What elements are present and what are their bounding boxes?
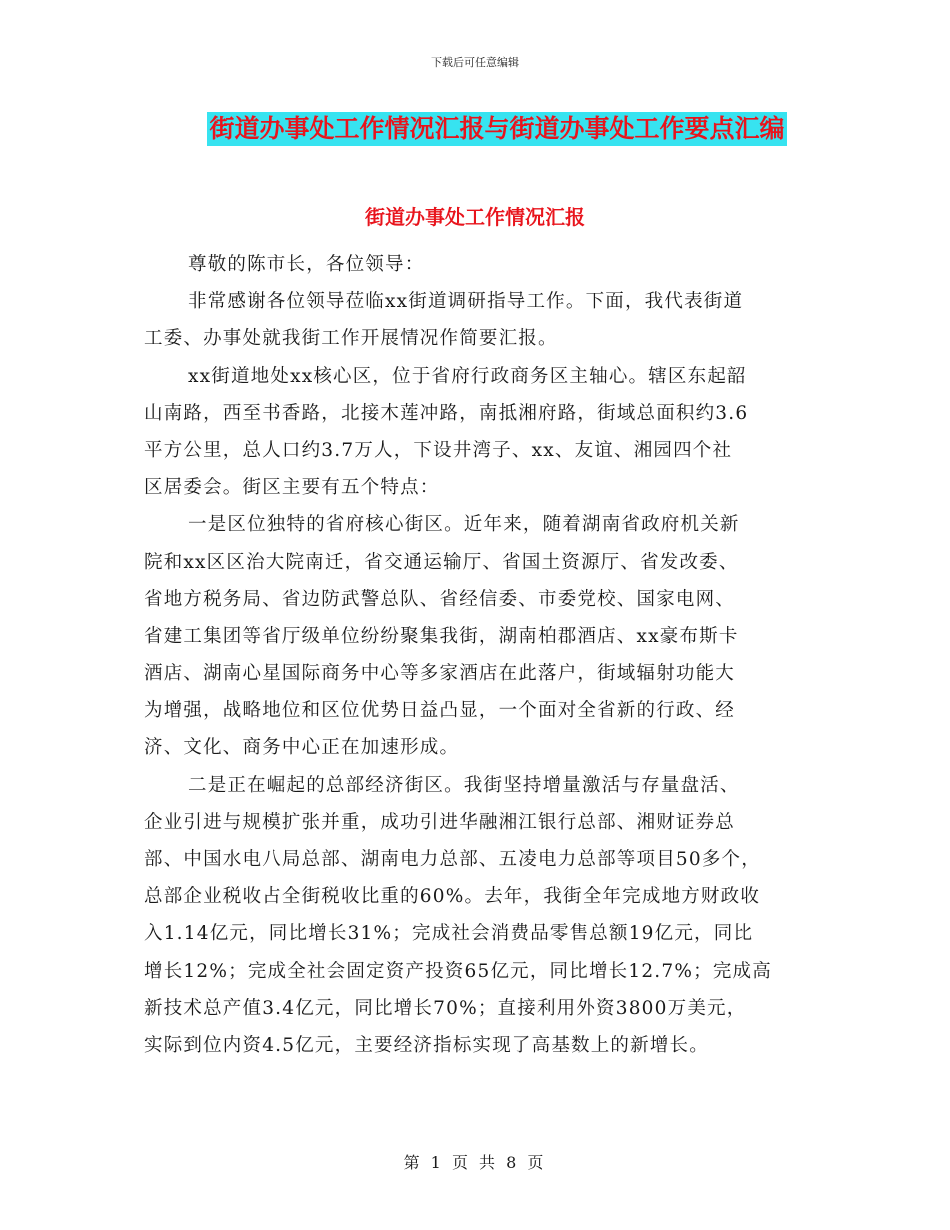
text-line: 省建工集团等省厅级单位纷纷聚集我街，湖南柏郡酒店、xx豪布斯卡 <box>144 625 739 647</box>
text-line: 酒店、湖南心星国际商务中心等多家酒店在此落户，街域辐射功能大 <box>144 663 736 685</box>
text-line: 一是区位独特的省府核心街区。近年来，随着湖南省政府机关新 <box>188 514 740 536</box>
body-text <box>144 246 808 1064</box>
section-title: 街道办事处工作情况汇报 <box>365 205 585 229</box>
page-number: 第 1 页 共 8 页 <box>403 1153 547 1172</box>
text-line: 工委、办事处就我街工作开展情况作简要汇报。 <box>144 328 558 350</box>
main-title: 街道办事处工作情况汇报与街道办事处工作要点汇编 <box>207 112 786 146</box>
text-line: 企业引进与规模扩张并重，成功引进华融湘江银行总部、湘财证券总 <box>144 811 736 833</box>
page-header-note: 下载后可任意编辑 <box>431 56 519 69</box>
text-line: 实际到位内资4.5亿元，主要经济指标实现了高基数上的新增长。 <box>144 1034 709 1056</box>
text-line: 入1.14亿元，同比增长31%；完成社会消费品零售总额19亿元，同比 <box>144 923 754 945</box>
text-line: 增长12%；完成全社会固定资产投资65亿元，同比增长12.7%；完成高 <box>144 960 772 982</box>
text-line: 平方公里，总人口约3.7万人，下设井湾子、xx、友谊、湘园四个社 <box>144 439 733 461</box>
text-line: 山南路，西至书香路，北接木莲冲路，南抵湘府路，街域总面积约3.6 <box>144 402 749 424</box>
text-line: 院和xx区区治大院南迁，省交通运输厅、省国土资源厅、省发改委、 <box>144 551 739 573</box>
text-line: 非常感谢各位领导莅临xx街道调研指导工作。下面，我代表街道 <box>188 291 744 313</box>
main-title-container <box>0 112 950 146</box>
text-line: xx街道地处xx核心区，位于省府行政商务区主轴心。辖区东起韶 <box>188 365 747 387</box>
text-line: 为增强，战略地位和区位优势日益凸显，一个面对全省新的行政、经 <box>144 700 736 722</box>
text-line: 区居委会。街区主要有五个特点： <box>144 477 440 499</box>
text-line: 部、中国水电八局总部、湖南电力总部、五凌电力总部等项目50多个， <box>144 849 761 870</box>
text-line: 新技术总产值3.4亿元，同比增长70%；直接利用外资3800万美元， <box>144 997 747 1019</box>
text-line: 二是正在崛起的总部经济街区。我街坚持增量激活与存量盘活、 <box>188 774 740 796</box>
text-line: 尊敬的陈市长，各位领导： <box>188 254 425 275</box>
text-line: 省地方税务局、省边防武警总队、省经信委、市委党校、国家电网、 <box>144 588 736 610</box>
text-line: 总部企业税收占全街税收比重的60%。去年，我街全年完成地方财政收 <box>144 886 761 908</box>
text-line: 济、文化、商务中心正在加速形成。 <box>144 737 460 759</box>
